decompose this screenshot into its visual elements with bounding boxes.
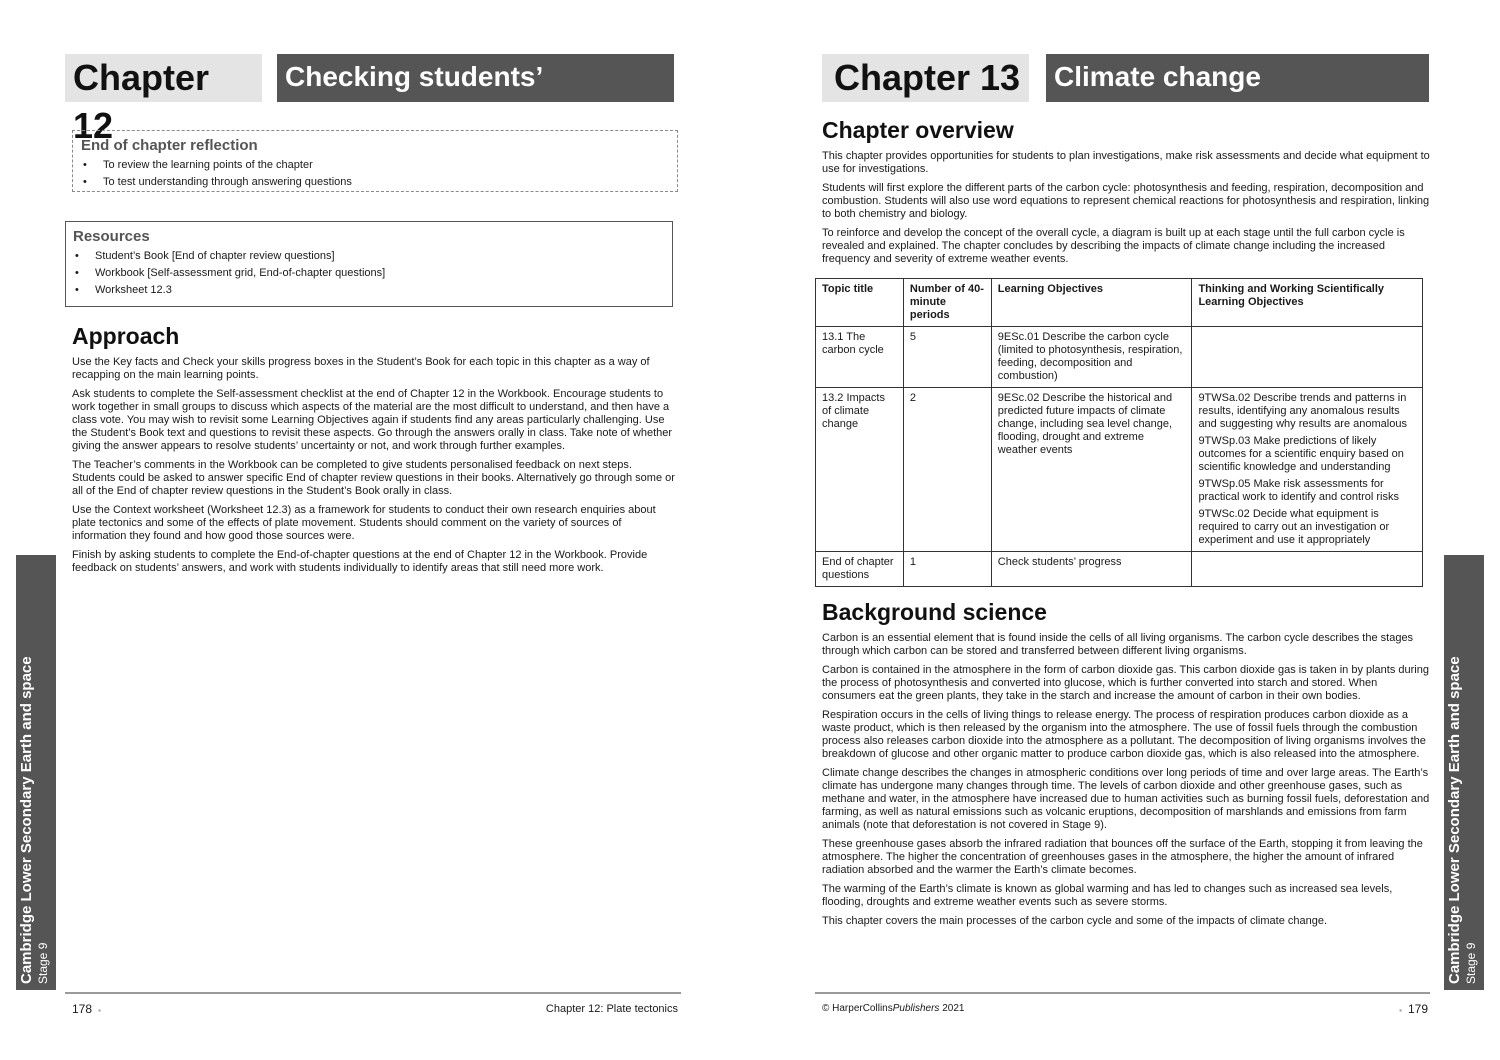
paragraph: Carbon is contained in the atmosphere in the form of carbon dioxide gas. This carbon dioxide gas is taken in by plants during the process of photosynthesis and converted into glucose, which is further converted into starch and stored. When consumers eat the green plants, they take in the starch and increase the amount of carbon in their own bodies. [822,664,1429,702]
reflection-box [72,130,678,192]
resources-title: Resources [73,228,150,245]
overview-section [822,116,1430,272]
reflection-list [81,157,669,191]
table-row [816,388,1423,552]
bullet-icon: • [83,176,87,188]
list-item: • Worksheet 12.3 [73,282,665,299]
header-topic: Topic title [816,279,904,327]
paragraph: Finish by asking students to complete the End-of-chapter questions at the end of Chapter 12 in the Workbook. Provide feedback on students’ answers, and work with students individually to identify areas that still need more work. [72,549,648,574]
bullet-icon: • [75,250,79,262]
side-tab-left [16,555,56,990]
list-item: • Student’s Book [End of chapter review questions] [73,248,665,265]
stage-label: Stage 9 [1464,942,1478,984]
paragraph: Respiration occurs in the cells of living things to release energy. The process of respiration produces carbon dioxide as a waste product, which is then released by the organism into the atmosphere. The use of fossil fuels through the combustion process also releases carbon dioxide into the atmosphere as a pollutant. The decomposition of living organisms involves the breakdown of glucose and other organic matter to produce carbon dioxide gas, which is also released into the atmosphere. [822,709,1426,760]
footer-separator: ▪ [1399,1006,1402,1015]
cell-periods: 1 [903,552,991,587]
series-title: Cambridge Lower Secondary Earth and space [1446,656,1463,984]
table-row [816,327,1423,388]
bullet-icon: • [75,284,79,296]
list-item: • To review the learning points of the chapter [81,157,669,174]
topics-table [815,278,1423,587]
paragraph: Students will first explore the different parts of the carbon cycle: photosynthesis and feeding, respiration, decomposition and combustion. Students will also use word equations to represent chemical reactions for photosynthesis and respiration, linking to both chemistry and biology. [822,182,1430,220]
table-header-row [816,279,1423,327]
stage-label: Stage 9 [36,942,50,984]
header-objectives: Learning Objectives [991,279,1192,327]
paragraph: This chapter covers the main processes of the carbon cycle and some of the impacts of climate change. [822,915,1328,927]
paragraph: These greenhouse gases absorb the infrared radiation that bounces off the surface of the Earth, stopping it from leaving the atmosphere. The higher the concentration of greenhouses gases in the atmosphere, the higher the amount of infrared radiation absorbed and the warmer the Earth’s climate becomes. [822,838,1423,876]
paragraph: Use the Context worksheet (Worksheet 12.3) as a framework for students to conduct their own research enquiries about plate tectonics and some of the effects of plate movement. Students should comment on the variety of sources of information they found and how good those sources were. [72,504,656,542]
page-number: 179 [1407,1002,1428,1016]
overview-heading: Chapter overview [822,117,1014,143]
copyright: © HarperCollinsPublishers 2021 [822,1003,965,1014]
cell-objectives: 9ESc.01 Describe the carbon cycle (limited to photosynthesis, respiration, feeding, decomposition and combustion) [991,327,1192,388]
cell-objectives: Check students’ progress [991,552,1192,587]
paragraph: This chapter provides opportunities for students to plan investigations, make risk assessments and decide what equipment to use for investigations. [822,150,1430,175]
tws-objective: 9TWSp.03 Make predictions of likely outcomes for a scientific enquiry based on scientific knowledge and understanding [1198,435,1404,473]
paragraph: Ask students to complete the Self-assessment checklist at the end of Chapter 12 in the Workbook. Encourage students to work together in small groups to discuss which aspects of the material are the most difficult to understand, and then have a class vote. You may wish to revisit some Learning Objectives again if students find any areas particularly challenging. Use the Student’s Book text and questions to revisit these aspects. Go through the answers orally in class. Take note of whether giving the answer appears to resolve students’ uncertainty or not, and work through further examples. [72,388,673,452]
footer-rule [815,992,1430,994]
header-tws: Thinking and Working Scientifically Learning Objectives [1192,279,1423,327]
cell-topic: 13.1 The carbon cycle [816,327,904,388]
paragraph: Carbon is an essential element that is found inside the cells of all living organisms. The carbon cycle describes the stages through which carbon can be stored and transferred between different living organisms. [822,632,1414,657]
reflection-title: End of chapter reflection [81,137,258,154]
cell-topic: 13.2 Impacts of climate change [816,388,904,552]
list-item: • To test understanding through answering questions [81,174,669,191]
footer-rule [65,992,681,994]
cell-objectives: 9ESc.02 Describe the historical and predicted future impacts of climate change, including sea level change, flooding, drought and extreme weather events [991,388,1192,552]
paragraph: To reinforce and develop the concept of the overall cycle, a diagram is built up at each stage until the full carbon cycle is revealed and explained. The chapter concludes by describing the impacts of climate change including the increased frequency and severity of extreme weather events. [822,227,1405,265]
right-page [750,0,1500,1060]
chapter-13-label: Chapter 13 [822,54,1029,102]
paragraph: Use the Key facts and Check your skills progress boxes in the Student’s Book for each topic in this chapter as a way of recapping on the main learning points. [72,356,650,381]
chapter-12-title: Checking students’ progress [277,54,674,102]
footer-right [1399,1002,1428,1018]
cell-tws [1192,327,1423,388]
background-heading: Background science [822,599,1047,625]
footer-separator: ▪ [98,1006,101,1015]
header-periods: Number of 40-minute periods [903,279,991,327]
cell-tws [1192,552,1423,587]
side-tab-right [1444,555,1484,990]
cell-periods: 2 [903,388,991,552]
paragraph: The warming of the Earth’s climate is known as global warming and has led to changes such as increased sea levels, flooding, droughts and extreme weather events such as severe storms. [822,883,1393,908]
tws-objective: 9TWSp.05 Make risk assessments for practical work to identify and control risks [1198,478,1399,503]
chapter-12-label: Chapter 12 [65,54,262,102]
list-item: • Workbook [Self-assessment grid, End-of-chapter questions] [73,265,665,282]
tws-objective: 9TWSc.02 Decide what equipment is required to carry out an investigation or experiment and use it appropriately [1198,508,1390,546]
cell-topic: End of chapter questions [816,552,904,587]
cell-tws [1192,388,1423,552]
running-footer: Chapter 12: Plate tectonics [545,1003,678,1015]
series-title: Cambridge Lower Secondary Earth and space [18,656,35,984]
bullet-icon: • [75,267,79,279]
table-row [816,552,1423,587]
approach-section [72,322,677,581]
resources-list [73,248,665,299]
resources-box [65,221,673,307]
approach-heading: Approach [72,323,180,349]
tws-objective: 9TWSa.02 Describe trends and patterns in results, identifying any anomalous results and suggesting why results are anomalous [1198,392,1407,430]
paragraph: Climate change describes the changes in atmospheric conditions over long periods of time and over large areas. The Earth’s climate has undergone many changes through time. The levels of carbon dioxide and other greenhouse gases, such as methane and water, in the atmosphere have increased due to human activities such as burning fossil fuels, deforestation and farming, as well as natural emissions such as volcanic eruptions, decomposition of marshlands and emissions from farm animals (note that deforestation is not covered in Stage 9). [822,767,1430,831]
paragraph: The Teacher’s comments in the Workbook can be completed to give students personalised feedback on next steps. Students could be asked to answer specific End of chapter review questions in their books. Alternatively go through some or all of the End of chapter review questions in the Student’s Book orally in class. [72,459,675,497]
chapter-13-title: Climate change [1046,54,1429,102]
page-number: 178 [72,1002,93,1016]
topics-table-wrap [815,278,1423,587]
bullet-icon: • [83,159,87,171]
background-section [822,598,1430,934]
footer-left [72,1002,101,1018]
cell-periods: 5 [903,327,991,388]
